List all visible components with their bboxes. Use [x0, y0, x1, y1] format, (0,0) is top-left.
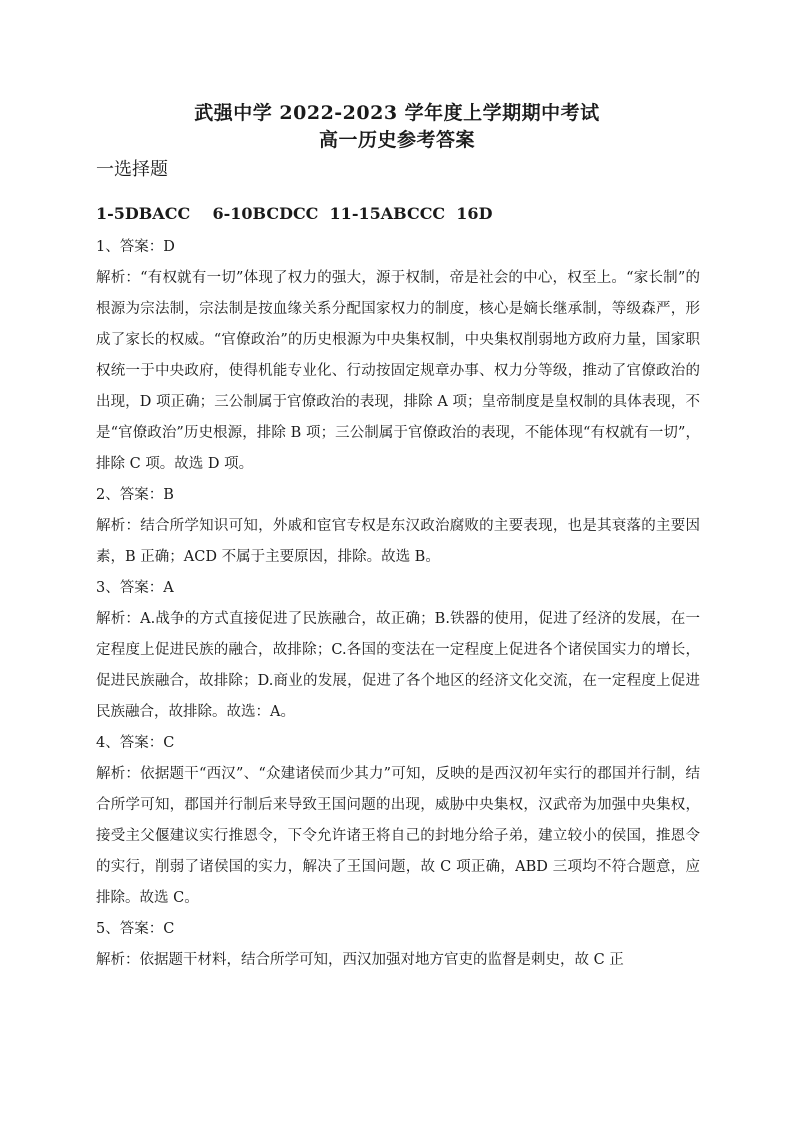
question-answer: 3、答案：A	[96, 580, 174, 596]
question-answer: 5、答案：C	[96, 921, 175, 937]
question-explanation: 解析：依据题干“西汉”、“众建诸侯而少其力”可知，反映的是西汉初年实行的郡国并行制，结合所学可知，郡国并行制后来导致王国问题的出现，威胁中央集权，汉武帝为加强中央集权，接受主父偃建议实行推恩令，下令允许诸王将自己的封地分给子弟，建立较小的侯国，推恩令的实行，削弱了诸侯国的实力，解决了王国问题，故 C 项正确，ABD 三项均不符合题意，应排除。故选 C。	[96, 766, 700, 906]
exam-title: 武强中学 2022-2023 学年度上学期期中考试	[194, 102, 600, 124]
question-explanation: 解析：依据题干材料，结合所学可知，西汉加强对地方官吏的监督是刺史，故 C 正	[96, 952, 624, 968]
question-answer: 2、答案：B	[96, 487, 174, 503]
question-answer: 4、答案：C	[96, 735, 175, 751]
question-item	[96, 232, 700, 480]
answer-key: 1-5DBACC 6-10BCDCC 11-15ABCCC 16D	[96, 204, 493, 223]
question-explanation: 解析：“有权就有一切”体现了权力的强大，源于权制，帝是社会的中心，权至上。“家长制”的根源为宗法制，宗法制是按血缘关系分配国家权力的制度，核心是嫡长继承制，等级森严，形成了家长的权威。“官僚政治”的历史根源为中央集权制，中央集权削弱地方政府力量，国家职权统一于中央政府，使得机能专业化、行动按固定规章办事、权力分等级，推动了官僚政治的出现，D 项正确；三公制属于官僚政治的表现，排除 A 项；皇帝制度是皇权制的具体表现，不是“官僚政治”历史根源，排除 B 项；三公制属于官僚政治的表现，不能体现“有权就有一切”，排除 C 项。故选 D 项。	[96, 270, 700, 472]
question-explanation: 解析：结合所学知识可知，外戚和宦官专权是东汉政治腐败的主要表现，也是其衰落的主要因素，B 正确；ACD 不属于主要原因，排除。故选 B。	[96, 518, 700, 565]
question-item	[96, 914, 700, 976]
explanations	[96, 232, 700, 976]
question-item	[96, 573, 700, 728]
question-item	[96, 480, 700, 573]
question-answer: 1、答案：D	[96, 239, 175, 255]
question-item	[96, 728, 700, 914]
question-explanation: 解析：A.战争的方式直接促进了民族融合，故正确；B.铁器的使用，促进了经济的发展，在一定程度上促进民族的融合，故排除；C.各国的变法在一定程度上促进各个诸侯国实力的增长，促进民族融合，故排除；D.商业的发展，促进了各个地区的经济文化交流，在一定程度上促进民族融合，故排除。故选：A。	[96, 611, 700, 720]
exam-subtitle: 高一历史参考答案	[318, 129, 475, 151]
section-title: 一选择题	[96, 159, 168, 180]
